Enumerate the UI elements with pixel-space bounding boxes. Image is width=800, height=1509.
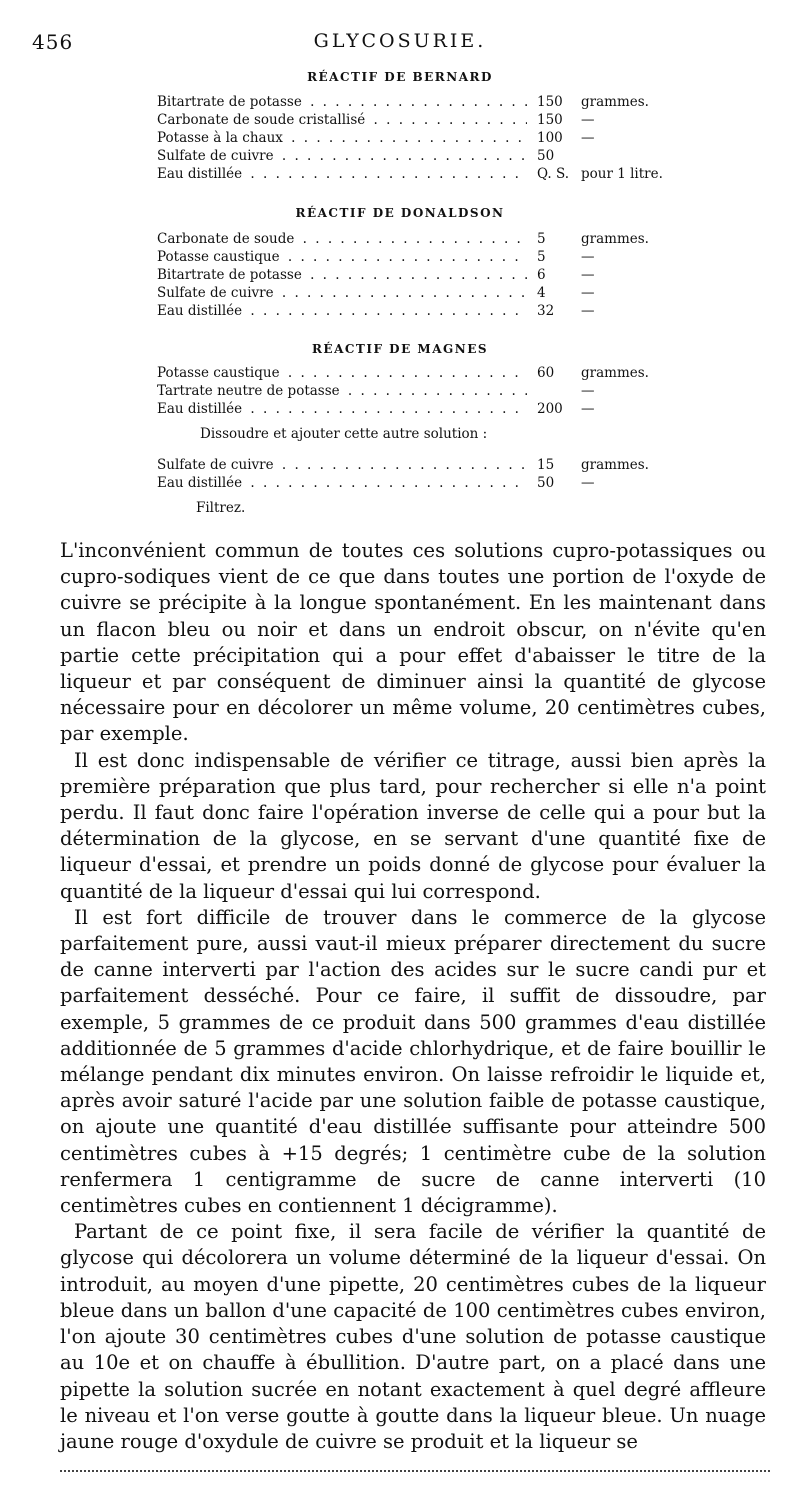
recipe-final-instruction: Filtrez.: [196, 500, 246, 516]
ingredient-name: Sulfate de cuivre: [157, 457, 274, 473]
ingredient-qty: 5: [537, 249, 546, 265]
ingredient-qty: Q. S.: [537, 166, 570, 182]
recipe-note: Dissoudre et ajouter cette autre solution :: [200, 426, 488, 442]
ingredient-qty: 50: [537, 475, 555, 491]
ingredient-qty: 15: [537, 457, 555, 473]
page-number: 456: [32, 30, 74, 54]
recipe-row: [157, 230, 677, 248]
paragraph: Il est donc indispensable de vérifier ce titrage, aussi bien après la première préparation que plus tard, pour rechercher si elle n'a point perdu. Il faut donc faire l'opération inverse de celle qui a pour but la détermination de la glycose, en se servant d'une quantité fixe de liqueur d'essai, et prendre un poids donné de glycose pour évaluer la quantité de la liqueur d'essai qui lui correspond.: [60, 748, 766, 903]
recipe-row: [157, 382, 677, 400]
ingredient-qty: 150: [537, 112, 563, 128]
ingredient-name: Eau distillée: [157, 303, 243, 319]
paragraph: Il est fort difficile de trouver dans le commerce de la glycose parfaitement pure, aussi vaut-il mieux préparer directement du sucre de canne interverti par l'action des acides sur le sucre candi pur et parfaitement desséché. Pour ce faire, il suffit de dissoudre, par exemple, 5 grammes de ce produit dans 500 grammes d'eau distillée additionnée de 5 grammes d'acide chlorhydrique, et de faire bouillir le mélange pendant dix minutes environ. On laisse refroidir le liquide et, après avoir saturé l'acide par une solution faible de potasse caustique, on ajoute une quantité d'eau distillée suffisante pour atteindre 500 centimètres cubes à +15 degrés; 1 centimètre cube de la solution renfermera 1 centigramme de sucre de canne interverti (10 centimètres cubes en contiennent 1 décigramme).: [60, 905, 766, 1218]
recipe-title-magnes: RÉACTIF DE MAGNES: [311, 342, 489, 356]
recipe-row: [157, 111, 677, 129]
ingredient-name: Carbonate de soude: [157, 231, 295, 247]
ingredient-unit: —: [581, 130, 595, 146]
recipe-title-bernard: RÉACTIF DE BERNARD: [307, 70, 493, 84]
ingredient-unit: —: [581, 285, 595, 301]
ingredient-unit: pour 1 litre.: [581, 166, 663, 182]
ingredient-qty: 4: [537, 285, 546, 301]
running-title: GLYCOSURIE.: [313, 30, 487, 52]
recipe-row: [157, 165, 677, 183]
ingredient-name: Tartrate neutre de potasse: [157, 383, 340, 399]
recipe-row: [157, 474, 677, 492]
recipe-row: [157, 147, 677, 165]
ingredient-qty: 200: [537, 401, 563, 417]
ingredient-name: Bitartrate de potasse: [157, 267, 302, 283]
ingredient-name: Potasse caustique: [157, 249, 280, 265]
ingredient-name: Bitartrate de potasse: [157, 94, 302, 110]
ingredient-unit: grammes.: [581, 94, 649, 110]
ingredient-name: Eau distillée: [157, 401, 243, 417]
ingredient-qty: 100: [537, 130, 563, 146]
ingredient-qty: 6: [537, 267, 546, 283]
ingredient-unit: —: [581, 249, 595, 265]
recipe-row: [157, 284, 677, 302]
paragraph: L'inconvénient commun de toutes ces solutions cupro-potassiques ou cupro-sodiques vient de ce que dans toutes une portion de l'oxyde de cuivre se précipite à la longue spontanément. En les maintenant dans un flacon bleu ou noir et dans un endroit obscur, on n'évite qu'en partie cette précipitation qui a pour effet d'abaisser le titre de la liqueur et par conséquent de diminuer ainsi la quantité de glycose nécessaire pour en décolorer un même volume, 20 centimètres cubes, par exemple.: [60, 539, 766, 746]
recipe-row: [157, 400, 677, 418]
ingredient-qty: 60: [537, 365, 555, 381]
ingredient-unit: —: [581, 267, 595, 283]
paragraph: Partant de ce point fixe, il sera facile de vérifier la quantité de glycose qui décolorera un volume déterminé de la liqueur d'essai. On introduit, au moyen d'une pipette, 20 centimètres cubes de la liqueur bleue dans un ballon d'une capacité de 100 centimètres cubes environ, l'on ajoute 30 centimètres cubes d'une solution de potasse caustique au 10e et on chauffe à ébullition. D'autre part, on a placé dans une pipette la solution sucrée en notant exactement à quel degré affleure le niveau et l'on verse goutte à goutte dans la liqueur bleue. Un nuage jaune rouge d'oxydule de cuivre se produit et la liqueur se: [60, 1220, 766, 1453]
ingredient-qty: 5: [537, 231, 546, 247]
recipe-row: [157, 266, 677, 284]
ingredient-name: Potasse à la chaux: [157, 130, 283, 146]
ingredient-name: Potasse caustique: [157, 365, 280, 381]
ingredient-qty: 150: [537, 94, 563, 110]
ingredient-name: Sulfate de cuivre: [157, 148, 274, 164]
recipe-row: [157, 248, 677, 266]
ingredient-unit: —: [581, 112, 595, 128]
ingredient-unit: grammes.: [581, 231, 649, 247]
ingredient-qty: 32: [537, 303, 555, 319]
ingredient-unit: grammes.: [581, 457, 649, 473]
ingredient-unit: —: [581, 475, 595, 491]
recipe-title-donaldson: RÉACTIF DE DONALDSON: [295, 206, 505, 220]
footer-rule: [60, 1470, 770, 1472]
recipe-row: [157, 456, 677, 474]
ingredient-qty: 50: [537, 148, 555, 164]
ingredient-unit: —: [581, 401, 595, 417]
recipe-row: [157, 129, 677, 147]
body-text: [60, 538, 766, 1455]
ingredient-unit: grammes.: [581, 365, 649, 381]
ingredient-unit: —: [581, 303, 595, 319]
ingredient-name: Carbonate de soude cristallisé: [157, 112, 366, 128]
ingredient-name: Eau distillée: [157, 475, 243, 491]
ingredient-name: Sulfate de cuivre: [157, 285, 274, 301]
ingredient-name: Eau distillée: [157, 166, 243, 182]
ingredient-unit: —: [581, 383, 595, 399]
recipe-row: [157, 364, 677, 382]
recipe-row: [157, 93, 677, 111]
recipe-row: [157, 302, 677, 320]
